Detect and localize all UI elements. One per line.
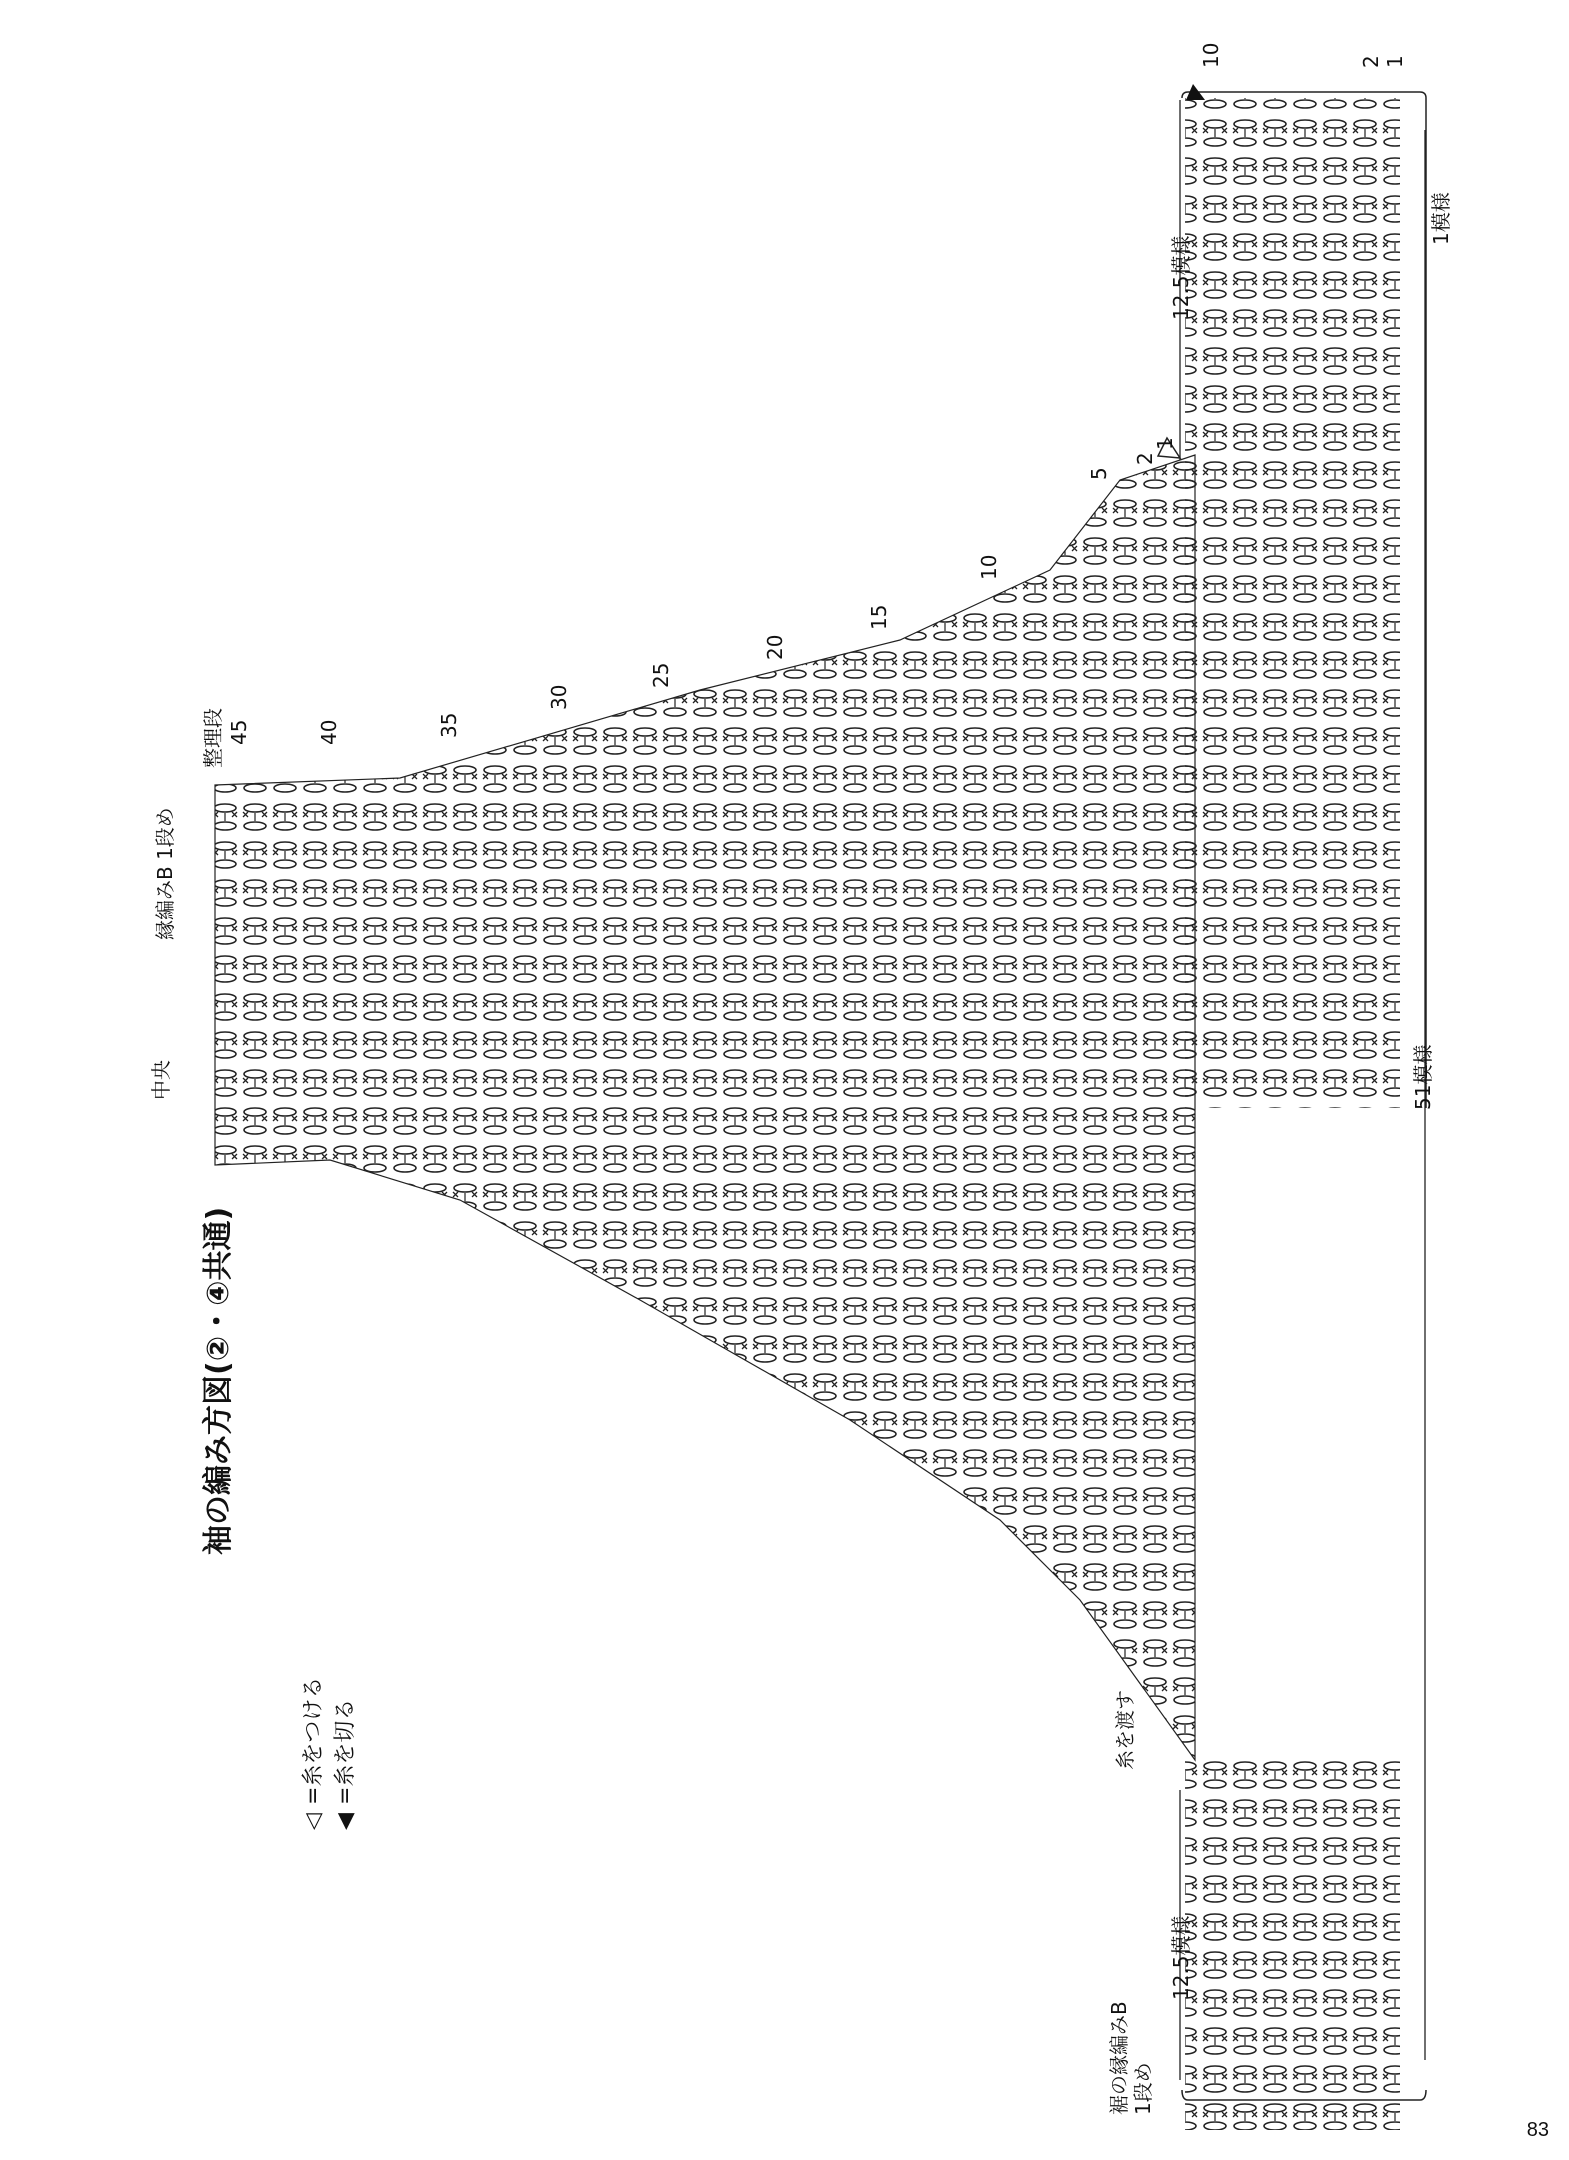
- legend-join-symbol: ◁: [301, 1813, 326, 1830]
- cuff-block-bottom: [1185, 1760, 1400, 2130]
- row-number-15: 15: [867, 604, 891, 630]
- chart-title: 袖の編み方図(②・④共通): [201, 1206, 236, 1555]
- label-finishing-row: 整理段: [201, 708, 225, 768]
- page-number: 83: [1526, 2119, 1549, 2141]
- sleeve-body: [215, 455, 1195, 1760]
- row-number-1: 1: [1153, 437, 1177, 450]
- label-edging-row1: 縁編みB 1段め: [153, 807, 177, 940]
- label-repeat-1: 1模様: [1429, 192, 1453, 245]
- row-number-20: 20: [763, 634, 787, 660]
- label-center: 中央: [149, 1060, 173, 1100]
- row-number-45: 45: [227, 719, 251, 745]
- row-number-10: 10: [977, 554, 1001, 580]
- row-number-2: 2: [1133, 452, 1157, 465]
- label-repeats-51: 51模様: [1411, 1044, 1435, 1110]
- cuff-row-number-1: 1: [1383, 55, 1407, 68]
- legend-join-text: =糸をつける: [301, 1676, 326, 1805]
- cuff-row-number-2: 2: [1359, 55, 1383, 68]
- legend-cut-text: =糸を切る: [333, 1698, 358, 1805]
- row-number-35: 35: [437, 712, 461, 738]
- row-number-30: 30: [547, 684, 571, 710]
- cuff-block-top: [1185, 98, 1400, 1108]
- label-pass-yarn: 糸を渡す: [1113, 1690, 1137, 1770]
- label-repeats-125-top: 12.5模様: [1169, 235, 1193, 320]
- legend-cut-symbol: ◀: [333, 1813, 358, 1830]
- cuff-row-number-10: 10: [1199, 42, 1223, 68]
- row-number-25: 25: [649, 662, 673, 688]
- label-hem-edging-1: 裾の縁編みB: [1107, 2001, 1131, 2115]
- row-number-5: 5: [1087, 467, 1111, 480]
- label-repeats-125-bottom: 12.5模様: [1169, 1915, 1193, 2000]
- label-hem-edging-2: 1段め: [1131, 2062, 1155, 2115]
- row-number-40: 40: [317, 719, 341, 745]
